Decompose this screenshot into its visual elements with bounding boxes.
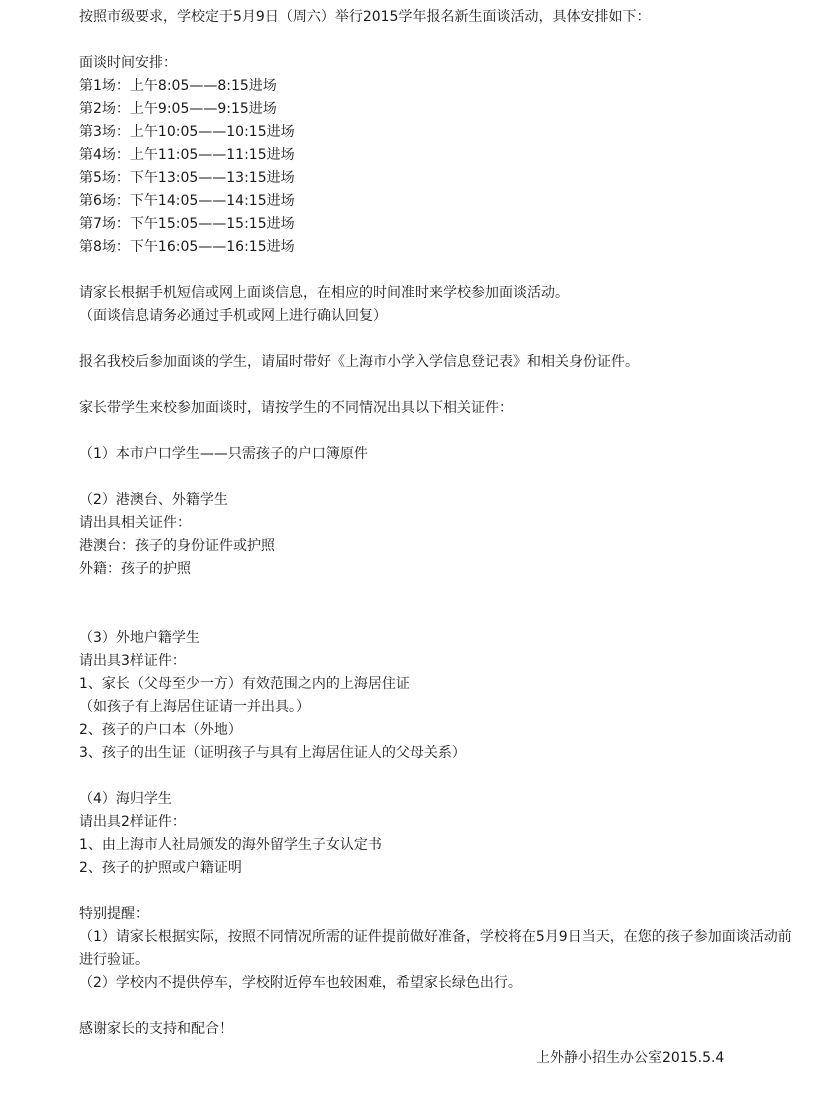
bring-documents-text: 报名我校后参加面谈的学生，请届时带好《上海市小学入学信息登记表》和相关身份证件。	[79, 354, 639, 370]
schedule-session: 第5场：下午13:05——13:15进场	[79, 170, 295, 186]
document-item: 1、家长（父母至少一方）有效范围之内的上海居住证	[79, 676, 410, 692]
reminder-item: （1）请家长根据实际，按照不同情况所需的证件提前做好准备，学校将在5月9日当天，在您的孩子参加面谈活动前进行验证。	[79, 929, 792, 968]
documents-intro: 家长带学生来校参加面谈时，请按学生的不同情况出具以下相关证件：	[79, 400, 513, 416]
schedule-session: 第8场：下午16:05——16:15进场	[79, 239, 295, 255]
document-item: 2、孩子的户口本（外地）	[79, 722, 242, 738]
notice-document	[79, 6, 804, 1041]
schedule-session: 第2场：上午9:05——9:15进场	[79, 101, 277, 117]
spacer	[79, 880, 804, 903]
spacer	[79, 328, 804, 351]
category-subheading: 请出具相关证件：	[79, 515, 191, 531]
category-local-residents: （1）本市户口学生——只需孩子的户口簿原件	[79, 446, 368, 462]
document-item: 3、孩子的出生证（证明孩子与具有上海居住证人的父母关系）	[79, 745, 466, 761]
spacer	[79, 29, 804, 52]
category-hk-macau-taiwan-foreign: （2）港澳台、外籍学生	[79, 492, 228, 508]
spacer	[79, 995, 804, 1018]
spacer	[79, 374, 804, 397]
thanks-text: 感谢家长的支持和配合！	[79, 1021, 233, 1037]
notice-line: 请家长根据手机短信或网上面谈信息，在相应的时间准时来学校参加面谈活动。	[79, 285, 569, 301]
schedule-session: 第4场：上午11:05——11:15进场	[79, 147, 295, 163]
reminder-heading: 特别提醒：	[79, 906, 149, 922]
spacer	[79, 466, 804, 489]
document-item: 外籍：孩子的护照	[79, 561, 191, 577]
notice-note: （面谈信息请务必通过手机或网上进行确认回复）	[79, 308, 387, 324]
category-subheading: 请出具2样证件：	[79, 814, 186, 830]
schedule-heading: 面谈时间安排：	[79, 55, 177, 71]
category-non-local: （3）外地户籍学生	[79, 630, 200, 646]
schedule-session: 第7场：下午15:05——15:15进场	[79, 216, 295, 232]
schedule-session: 第1场：上午8:05——8:15进场	[79, 78, 277, 94]
schedule-session: 第3场：上午10:05——10:15进场	[79, 124, 295, 140]
category-subheading: 请出具3样证件：	[79, 653, 186, 669]
document-item: 港澳台：孩子的身份证件或护照	[79, 538, 275, 554]
intro-text: 按照市级要求，学校定于5月9日（周六）举行2015学年报名新生面谈活动，具体安排如下：	[79, 9, 651, 25]
schedule-session: 第6场：下午14:05——14:15进场	[79, 193, 295, 209]
spacer	[79, 581, 804, 604]
document-item: 1、由上海市人社局颁发的海外留学生子女认定书	[79, 837, 382, 853]
document-item: 2、孩子的护照或户籍证明	[79, 860, 242, 876]
category-returnees: （4）海归学生	[79, 791, 172, 807]
document-item: （如孩子有上海居住证请一并出具。）	[79, 699, 310, 715]
spacer	[79, 259, 804, 282]
spacer	[79, 604, 804, 627]
spacer	[79, 420, 804, 443]
spacer	[79, 765, 804, 788]
reminder-item: （2）学校内不提供停车，学校附近停车也较困难，希望家长绿色出行。	[79, 975, 522, 991]
signature: 上外静小招生办公室2015.5.4	[536, 1050, 725, 1066]
